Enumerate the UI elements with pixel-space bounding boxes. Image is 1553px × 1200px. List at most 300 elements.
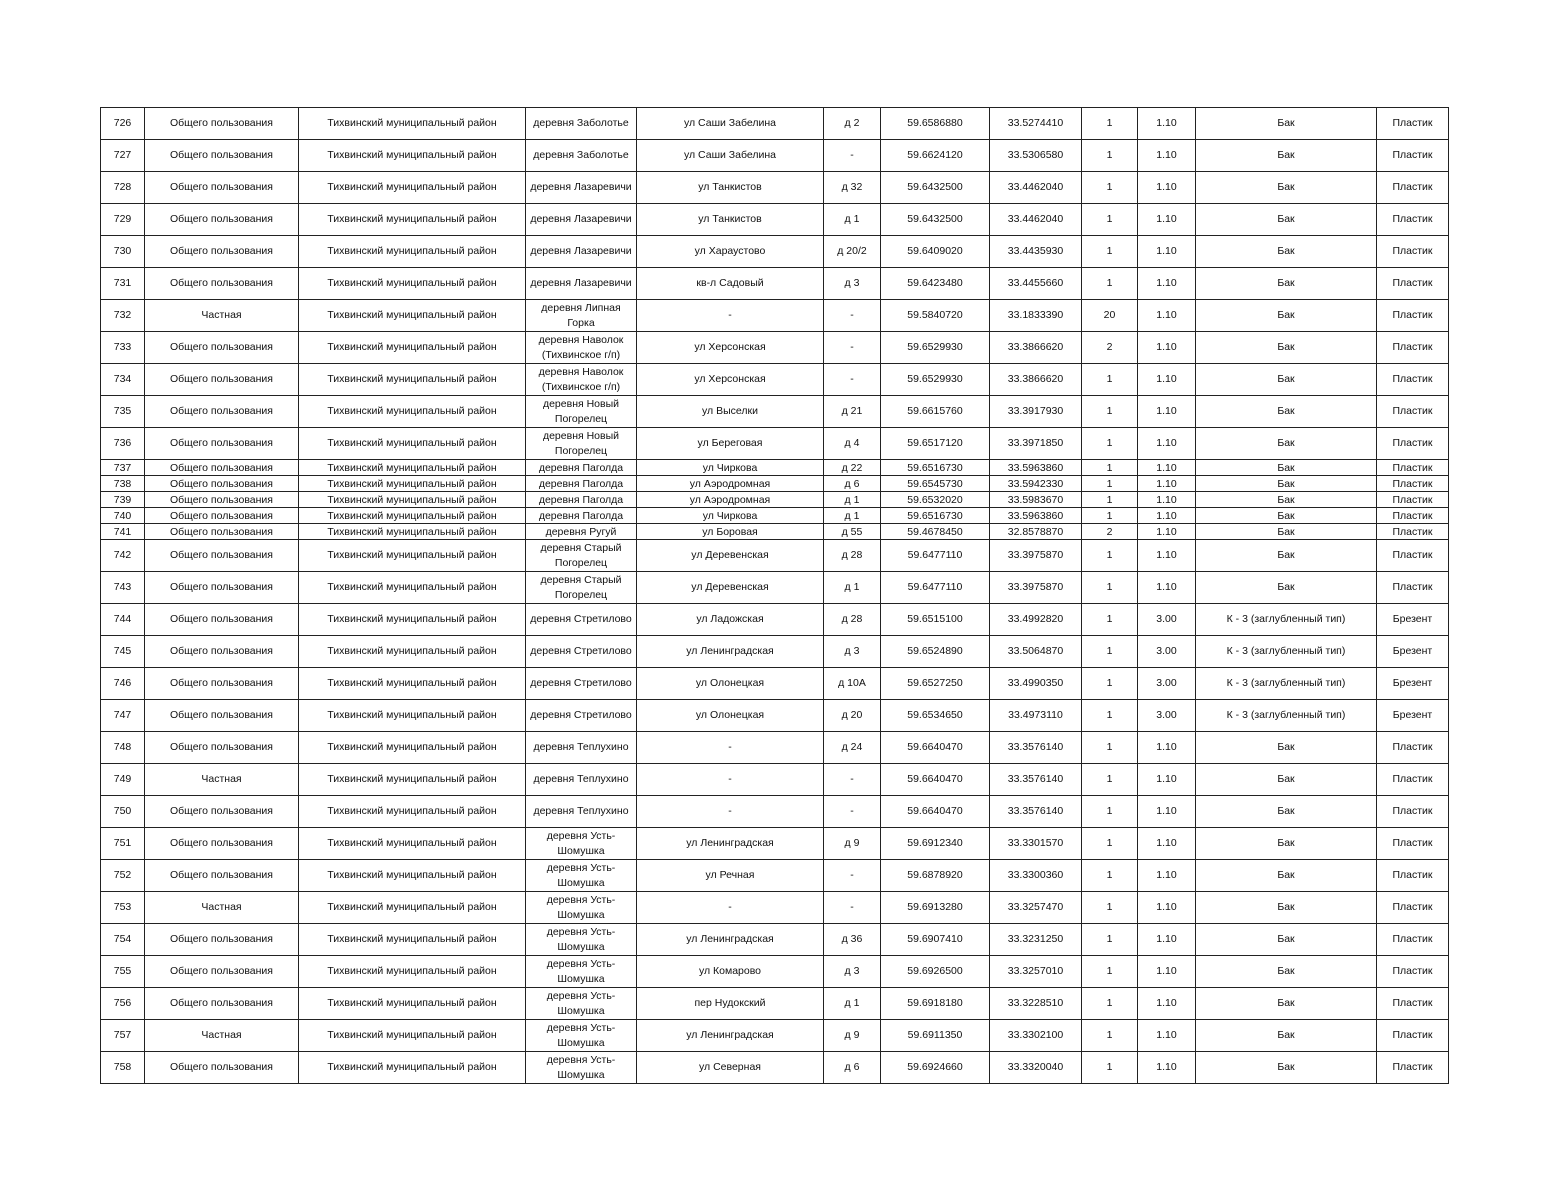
cell-district: Тихвинский муниципальный район	[299, 476, 526, 492]
cell-house: д 24	[824, 732, 881, 764]
cell-settlement: деревня Лазаревичи	[526, 268, 637, 300]
cell-settlement: деревня Усть-Шомушка	[526, 956, 637, 988]
cell-longitude: 33.5306580	[990, 140, 1082, 172]
cell-latitude: 59.6524890	[881, 636, 990, 668]
cell-site-type: Общего пользования	[145, 604, 299, 636]
cell-house: д 10А	[824, 668, 881, 700]
cell-number: 757	[101, 1020, 145, 1052]
cell-house: -	[824, 300, 881, 332]
cell-street: ул Ленинградская	[637, 924, 824, 956]
cell-house: д 28	[824, 540, 881, 572]
cell-material: Пластик	[1377, 1052, 1449, 1084]
table-row	[101, 476, 1449, 492]
cell-street: ул Хараустово	[637, 236, 824, 268]
table-row	[101, 540, 1449, 572]
cell-volume: 1.10	[1138, 460, 1196, 476]
table-row	[101, 364, 1449, 396]
cell-site-type: Общего пользования	[145, 988, 299, 1020]
cell-volume: 1.10	[1138, 396, 1196, 428]
cell-volume: 1.10	[1138, 988, 1196, 1020]
cell-number: 743	[101, 572, 145, 604]
cell-latitude: 59.6615760	[881, 396, 990, 428]
cell-street: пер Нудокский	[637, 988, 824, 1020]
cell-site-type: Общего пользования	[145, 700, 299, 732]
cell-street: ул Речная	[637, 860, 824, 892]
cell-material: Пластик	[1377, 236, 1449, 268]
cell-site-type: Общего пользования	[145, 1052, 299, 1084]
table-row	[101, 860, 1449, 892]
table-row	[101, 236, 1449, 268]
cell-number: 730	[101, 236, 145, 268]
cell-settlement: деревня Паголда	[526, 476, 637, 492]
cell-settlement: деревня Новый Погорелец	[526, 428, 637, 460]
cell-longitude: 33.3302100	[990, 1020, 1082, 1052]
cell-container-type: Бак	[1196, 300, 1377, 332]
cell-latitude: 59.6918180	[881, 988, 990, 1020]
cell-longitude: 33.3975870	[990, 572, 1082, 604]
cell-district: Тихвинский муниципальный район	[299, 668, 526, 700]
cell-number: 753	[101, 892, 145, 924]
cell-street: ул Выселки	[637, 396, 824, 428]
cell-number: 736	[101, 428, 145, 460]
cell-material: Пластик	[1377, 300, 1449, 332]
cell-district: Тихвинский муниципальный район	[299, 492, 526, 508]
cell-house: д 2	[824, 108, 881, 140]
table-row	[101, 332, 1449, 364]
cell-container-count: 2	[1082, 332, 1138, 364]
cell-container-type: Бак	[1196, 172, 1377, 204]
cell-house: -	[824, 892, 881, 924]
table-row	[101, 524, 1449, 540]
cell-longitude: 33.3301570	[990, 828, 1082, 860]
cell-site-type: Общего пользования	[145, 236, 299, 268]
cell-settlement: деревня Старый Погорелец	[526, 572, 637, 604]
cell-settlement: деревня Паголда	[526, 508, 637, 524]
cell-container-count: 1	[1082, 460, 1138, 476]
cell-container-type: Бак	[1196, 796, 1377, 828]
cell-latitude: 59.6432500	[881, 172, 990, 204]
cell-district: Тихвинский муниципальный район	[299, 924, 526, 956]
cell-district: Тихвинский муниципальный район	[299, 796, 526, 828]
cell-volume: 1.10	[1138, 236, 1196, 268]
cell-site-type: Общего пользования	[145, 956, 299, 988]
cell-number: 752	[101, 860, 145, 892]
cell-material: Пластик	[1377, 572, 1449, 604]
cell-street: ул Олонецкая	[637, 668, 824, 700]
cell-container-type: Бак	[1196, 572, 1377, 604]
cell-container-count: 1	[1082, 1020, 1138, 1052]
cell-latitude: 59.6516730	[881, 508, 990, 524]
cell-latitude: 59.6532020	[881, 492, 990, 508]
cell-house: д 3	[824, 268, 881, 300]
cell-volume: 1.10	[1138, 508, 1196, 524]
cell-container-type: Бак	[1196, 492, 1377, 508]
cell-street: ул Ленинградская	[637, 636, 824, 668]
cell-container-type: Бак	[1196, 476, 1377, 492]
cell-house: д 1	[824, 988, 881, 1020]
cell-material: Пластик	[1377, 508, 1449, 524]
cell-district: Тихвинский муниципальный район	[299, 540, 526, 572]
cell-latitude: 59.6640470	[881, 796, 990, 828]
cell-house: -	[824, 364, 881, 396]
cell-site-type: Общего пользования	[145, 796, 299, 828]
cell-number: 744	[101, 604, 145, 636]
cell-site-type: Общего пользования	[145, 476, 299, 492]
cell-container-type: Бак	[1196, 236, 1377, 268]
cell-site-type: Общего пользования	[145, 828, 299, 860]
cell-settlement: деревня Теплухино	[526, 764, 637, 796]
cell-latitude: 59.6926500	[881, 956, 990, 988]
cell-container-count: 2	[1082, 524, 1138, 540]
cell-volume: 1.10	[1138, 172, 1196, 204]
cell-latitude: 59.6527250	[881, 668, 990, 700]
cell-number: 735	[101, 396, 145, 428]
cell-container-count: 1	[1082, 492, 1138, 508]
cell-material: Пластик	[1377, 204, 1449, 236]
cell-settlement: деревня Новый Погорелец	[526, 396, 637, 428]
cell-street: ул Аэродромная	[637, 492, 824, 508]
cell-street: ул Ленинградская	[637, 828, 824, 860]
table-row	[101, 508, 1449, 524]
cell-volume: 1.10	[1138, 572, 1196, 604]
cell-site-type: Общего пользования	[145, 524, 299, 540]
cell-material: Пластик	[1377, 524, 1449, 540]
cell-longitude: 33.4973110	[990, 700, 1082, 732]
cell-district: Тихвинский муниципальный район	[299, 204, 526, 236]
cell-number: 748	[101, 732, 145, 764]
cell-number: 754	[101, 924, 145, 956]
cell-settlement: деревня Теплухино	[526, 796, 637, 828]
cell-settlement: деревня Усть-Шомушка	[526, 1052, 637, 1084]
cell-number: 751	[101, 828, 145, 860]
cell-latitude: 59.6624120	[881, 140, 990, 172]
cell-house: д 20	[824, 700, 881, 732]
cell-container-type: Бак	[1196, 1020, 1377, 1052]
table-row	[101, 492, 1449, 508]
cell-street: -	[637, 796, 824, 828]
cell-latitude: 59.6907410	[881, 924, 990, 956]
cell-volume: 1.10	[1138, 1052, 1196, 1084]
cell-material: Брезент	[1377, 668, 1449, 700]
cell-container-count: 1	[1082, 364, 1138, 396]
cell-district: Тихвинский муниципальный район	[299, 428, 526, 460]
cell-volume: 1.10	[1138, 476, 1196, 492]
cell-site-type: Общего пользования	[145, 860, 299, 892]
cell-material: Пластик	[1377, 268, 1449, 300]
cell-settlement: деревня Стретилово	[526, 604, 637, 636]
cell-volume: 1.10	[1138, 828, 1196, 860]
cell-material: Пластик	[1377, 796, 1449, 828]
cell-container-count: 1	[1082, 540, 1138, 572]
cell-volume: 1.10	[1138, 428, 1196, 460]
cell-material: Брезент	[1377, 700, 1449, 732]
cell-latitude: 59.6911350	[881, 1020, 990, 1052]
cell-district: Тихвинский муниципальный район	[299, 332, 526, 364]
table-row	[101, 396, 1449, 428]
cell-house: д 9	[824, 1020, 881, 1052]
cell-site-type: Общего пользования	[145, 492, 299, 508]
cell-street: ул Ладожская	[637, 604, 824, 636]
cell-container-count: 1	[1082, 828, 1138, 860]
cell-container-type: К - 3 (заглубленный тип)	[1196, 700, 1377, 732]
cell-settlement: деревня Старый Погорелец	[526, 540, 637, 572]
cell-container-count: 1	[1082, 236, 1138, 268]
cell-longitude: 33.4462040	[990, 204, 1082, 236]
cell-number: 758	[101, 1052, 145, 1084]
cell-longitude: 33.3257010	[990, 956, 1082, 988]
cell-latitude: 59.6545730	[881, 476, 990, 492]
cell-site-type: Частная	[145, 1020, 299, 1052]
cell-container-count: 1	[1082, 988, 1138, 1020]
cell-material: Пластик	[1377, 476, 1449, 492]
cell-settlement: деревня Усть-Шомушка	[526, 860, 637, 892]
cell-house: -	[824, 140, 881, 172]
cell-settlement: деревня Заболотье	[526, 140, 637, 172]
cell-material: Пластик	[1377, 988, 1449, 1020]
cell-district: Тихвинский муниципальный район	[299, 636, 526, 668]
table-body	[101, 108, 1449, 1084]
cell-street: -	[637, 764, 824, 796]
cell-container-type: Бак	[1196, 860, 1377, 892]
cell-settlement: деревня Теплухино	[526, 732, 637, 764]
cell-longitude: 33.3866620	[990, 364, 1082, 396]
cell-district: Тихвинский муниципальный район	[299, 508, 526, 524]
cell-house: -	[824, 860, 881, 892]
cell-settlement: деревня Наволок (Тихвинское г/п)	[526, 332, 637, 364]
cell-district: Тихвинский муниципальный район	[299, 572, 526, 604]
cell-street: ул Комарово	[637, 956, 824, 988]
cell-container-count: 1	[1082, 956, 1138, 988]
cell-street: ул Деревенская	[637, 540, 824, 572]
cell-volume: 3.00	[1138, 700, 1196, 732]
cell-container-count: 1	[1082, 764, 1138, 796]
cell-latitude: 59.6913280	[881, 892, 990, 924]
cell-longitude: 33.4990350	[990, 668, 1082, 700]
cell-house: -	[824, 796, 881, 828]
cell-settlement: деревня Липная Горка	[526, 300, 637, 332]
cell-container-type: Бак	[1196, 540, 1377, 572]
cell-longitude: 33.4992820	[990, 604, 1082, 636]
cell-house: д 21	[824, 396, 881, 428]
cell-settlement: деревня Стретилово	[526, 700, 637, 732]
cell-district: Тихвинский муниципальный район	[299, 700, 526, 732]
cell-container-count: 1	[1082, 428, 1138, 460]
cell-district: Тихвинский муниципальный район	[299, 140, 526, 172]
cell-longitude: 33.3231250	[990, 924, 1082, 956]
cell-site-type: Общего пользования	[145, 108, 299, 140]
cell-volume: 3.00	[1138, 636, 1196, 668]
cell-street: ул Олонецкая	[637, 700, 824, 732]
cell-latitude: 59.4678450	[881, 524, 990, 540]
cell-house: д 1	[824, 492, 881, 508]
table-row	[101, 300, 1449, 332]
cell-district: Тихвинский муниципальный район	[299, 268, 526, 300]
table-row	[101, 764, 1449, 796]
cell-latitude: 59.6516730	[881, 460, 990, 476]
cell-street: ул Саши Забелина	[637, 108, 824, 140]
cell-longitude: 33.5983670	[990, 492, 1082, 508]
cell-site-type: Общего пользования	[145, 204, 299, 236]
cell-site-type: Общего пользования	[145, 924, 299, 956]
cell-volume: 1.10	[1138, 924, 1196, 956]
cell-settlement: деревня Лазаревичи	[526, 236, 637, 268]
cell-longitude: 33.4462040	[990, 172, 1082, 204]
cell-district: Тихвинский муниципальный район	[299, 892, 526, 924]
cell-site-type: Общего пользования	[145, 428, 299, 460]
cell-material: Пластик	[1377, 540, 1449, 572]
cell-longitude: 33.4455660	[990, 268, 1082, 300]
cell-longitude: 33.1833390	[990, 300, 1082, 332]
cell-container-type: Бак	[1196, 508, 1377, 524]
cell-site-type: Общего пользования	[145, 572, 299, 604]
cell-container-type: Бак	[1196, 460, 1377, 476]
cell-district: Тихвинский муниципальный район	[299, 172, 526, 204]
cell-district: Тихвинский муниципальный район	[299, 732, 526, 764]
cell-volume: 1.10	[1138, 204, 1196, 236]
cell-volume: 1.10	[1138, 492, 1196, 508]
cell-street: ул Саши Забелина	[637, 140, 824, 172]
cell-latitude: 59.6640470	[881, 764, 990, 796]
cell-container-count: 1	[1082, 204, 1138, 236]
table-row	[101, 700, 1449, 732]
cell-container-type: Бак	[1196, 764, 1377, 796]
cell-number: 755	[101, 956, 145, 988]
cell-street: ул Чиркова	[637, 460, 824, 476]
cell-number: 738	[101, 476, 145, 492]
cell-house: д 28	[824, 604, 881, 636]
cell-district: Тихвинский муниципальный район	[299, 236, 526, 268]
cell-latitude: 59.6409020	[881, 236, 990, 268]
table-row	[101, 108, 1449, 140]
cell-house: д 1	[824, 204, 881, 236]
cell-latitude: 59.6529930	[881, 364, 990, 396]
cell-container-count: 1	[1082, 732, 1138, 764]
cell-container-type: Бак	[1196, 396, 1377, 428]
cell-house: д 32	[824, 172, 881, 204]
cell-latitude: 59.6423480	[881, 268, 990, 300]
cell-material: Пластик	[1377, 892, 1449, 924]
cell-container-type: Бак	[1196, 524, 1377, 540]
cell-material: Пластик	[1377, 396, 1449, 428]
table-row	[101, 1020, 1449, 1052]
cell-site-type: Общего пользования	[145, 268, 299, 300]
cell-volume: 3.00	[1138, 604, 1196, 636]
cell-latitude: 59.6912340	[881, 828, 990, 860]
cell-house: д 6	[824, 476, 881, 492]
cell-latitude: 59.6517120	[881, 428, 990, 460]
cell-container-count: 1	[1082, 1052, 1138, 1084]
cell-container-count: 1	[1082, 924, 1138, 956]
cell-longitude: 33.5963860	[990, 508, 1082, 524]
cell-material: Пластик	[1377, 732, 1449, 764]
cell-house: д 55	[824, 524, 881, 540]
cell-container-count: 1	[1082, 140, 1138, 172]
cell-street: ул Аэродромная	[637, 476, 824, 492]
cell-longitude: 33.3866620	[990, 332, 1082, 364]
cell-material: Пластик	[1377, 108, 1449, 140]
cell-container-count: 20	[1082, 300, 1138, 332]
cell-container-count: 1	[1082, 636, 1138, 668]
cell-container-count: 1	[1082, 572, 1138, 604]
cell-longitude: 33.4435930	[990, 236, 1082, 268]
cell-district: Тихвинский муниципальный район	[299, 988, 526, 1020]
cell-settlement: деревня Паголда	[526, 460, 637, 476]
cell-house: д 1	[824, 572, 881, 604]
cell-longitude: 33.3917930	[990, 396, 1082, 428]
cell-number: 737	[101, 460, 145, 476]
cell-number: 745	[101, 636, 145, 668]
cell-container-type: Бак	[1196, 956, 1377, 988]
cell-latitude: 59.6432500	[881, 204, 990, 236]
table-row	[101, 572, 1449, 604]
cell-street: ул Береговая	[637, 428, 824, 460]
table-row	[101, 204, 1449, 236]
cell-settlement: деревня Усть-Шомушка	[526, 828, 637, 860]
cell-material: Пластик	[1377, 140, 1449, 172]
cell-volume: 1.10	[1138, 764, 1196, 796]
cell-settlement: деревня Усть-Шомушка	[526, 988, 637, 1020]
cell-material: Брезент	[1377, 636, 1449, 668]
cell-latitude: 59.6586880	[881, 108, 990, 140]
cell-longitude: 33.5064870	[990, 636, 1082, 668]
cell-number: 731	[101, 268, 145, 300]
cell-volume: 1.10	[1138, 268, 1196, 300]
cell-container-type: Бак	[1196, 428, 1377, 460]
cell-material: Пластик	[1377, 828, 1449, 860]
cell-number: 750	[101, 796, 145, 828]
cell-container-type: К - 3 (заглубленный тип)	[1196, 636, 1377, 668]
cell-volume: 1.10	[1138, 860, 1196, 892]
cell-number: 756	[101, 988, 145, 1020]
cell-container-count: 1	[1082, 476, 1138, 492]
cell-number: 729	[101, 204, 145, 236]
cell-container-type: Бак	[1196, 268, 1377, 300]
cell-number: 733	[101, 332, 145, 364]
cell-site-type: Общего пользования	[145, 140, 299, 172]
cell-container-count: 1	[1082, 860, 1138, 892]
cell-district: Тихвинский муниципальный район	[299, 524, 526, 540]
cell-material: Пластик	[1377, 860, 1449, 892]
cell-volume: 1.10	[1138, 108, 1196, 140]
cell-street: ул Херсонская	[637, 364, 824, 396]
cell-volume: 1.10	[1138, 524, 1196, 540]
cell-settlement: деревня Усть-Шомушка	[526, 892, 637, 924]
cell-material: Пластик	[1377, 460, 1449, 476]
cell-site-type: Общего пользования	[145, 732, 299, 764]
table-row	[101, 988, 1449, 1020]
cell-container-count: 1	[1082, 268, 1138, 300]
cell-material: Пластик	[1377, 172, 1449, 204]
cell-site-type: Частная	[145, 300, 299, 332]
cell-container-count: 1	[1082, 700, 1138, 732]
cell-street: ул Северная	[637, 1052, 824, 1084]
cell-number: 749	[101, 764, 145, 796]
cell-longitude: 33.3320040	[990, 1052, 1082, 1084]
cell-street: ул Деревенская	[637, 572, 824, 604]
cell-material: Пластик	[1377, 956, 1449, 988]
cell-district: Тихвинский муниципальный район	[299, 460, 526, 476]
cell-container-count: 1	[1082, 172, 1138, 204]
cell-house: д 36	[824, 924, 881, 956]
cell-site-type: Общего пользования	[145, 396, 299, 428]
cell-longitude: 33.3228510	[990, 988, 1082, 1020]
cell-number: 732	[101, 300, 145, 332]
table-row	[101, 828, 1449, 860]
cell-house: -	[824, 332, 881, 364]
cell-volume: 1.10	[1138, 332, 1196, 364]
cell-container-type: Бак	[1196, 1052, 1377, 1084]
cell-settlement: деревня Усть-Шомушка	[526, 1020, 637, 1052]
